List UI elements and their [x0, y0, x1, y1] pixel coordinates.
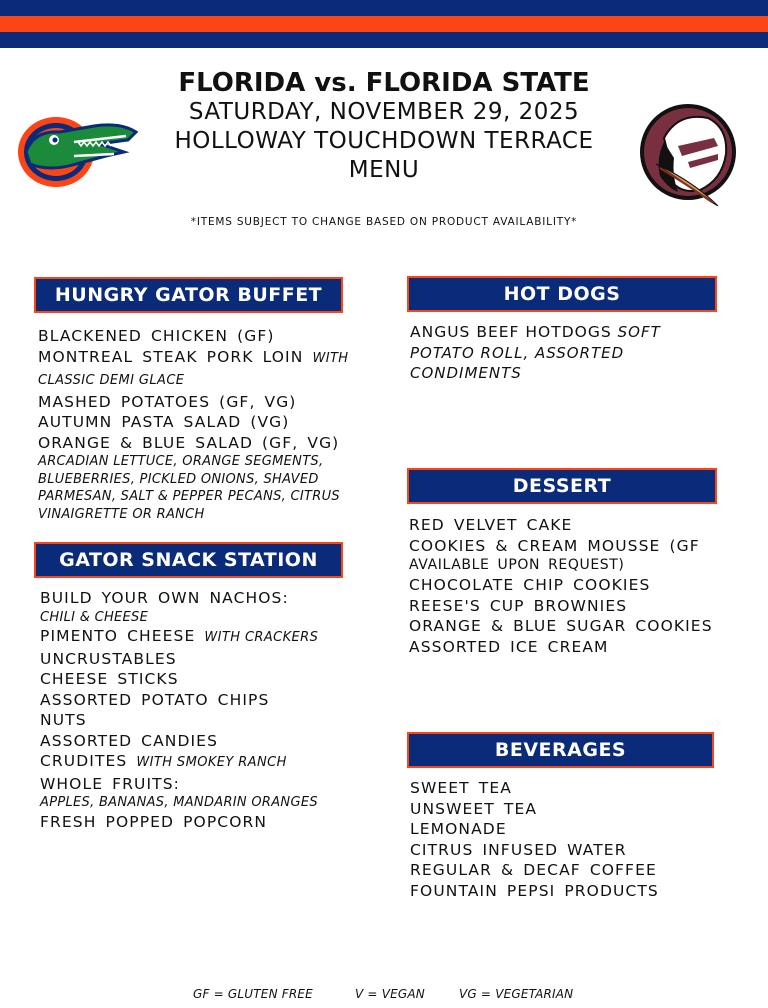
legend-vegetarian: VG = VEGETARIAN	[459, 987, 574, 1001]
snack-section-header: GATOR SNACK STATION	[34, 542, 343, 578]
beverages-list	[410, 778, 730, 901]
top-stripe-navy	[0, 0, 768, 16]
list-item: COOKIES & CREAM MOUSSE (GF	[409, 536, 700, 555]
list-item: PIMENTO CHEESE WITH CRACKERS	[40, 627, 319, 645]
event-date: SATURDAY, NOVEMBER 29, 2025	[188, 99, 580, 125]
legend-vegan: V = VEGAN	[355, 987, 425, 1001]
buffet-list	[38, 326, 393, 523]
list-item: FRESH POPPED POPCORN	[40, 812, 268, 831]
page-title: FLORIDA vs. FLORIDA STATE	[178, 68, 590, 98]
list-item: CITRUS INFUSED WATER	[410, 840, 627, 859]
item-detail: APPLES, BANANAS, MANDARIN ORANGES	[40, 795, 318, 810]
availability-note: *ITEMS SUBJECT TO CHANGE BASED ON PRODUCT AVAILABILITY*	[190, 216, 578, 228]
snack-list	[40, 588, 395, 832]
list-item: REGULAR & DECAF COFFEE	[410, 861, 657, 879]
buffet-section-header: HUNGRY GATOR BUFFET	[34, 277, 343, 313]
top-stripe-navy-lower	[0, 32, 768, 48]
list-item: AUTUMN PASTA SALAD (VG)	[38, 413, 290, 431]
list-item: RED VELVET CAKE	[409, 516, 573, 534]
list-item: CRUDITES WITH SMOKEY RANCH	[40, 752, 287, 770]
list-item: CHEESE STICKS	[40, 670, 179, 688]
event-location: HOLLOWAY TOUCHDOWN TERRACE	[174, 128, 594, 154]
dessert-section-header: DESSERT	[407, 468, 717, 504]
list-item: ASSORTED CANDIES	[40, 731, 219, 750]
list-item: WHOLE FRUITS:	[40, 774, 180, 793]
list-item: FOUNTAIN PEPSI PRODUCTS	[410, 881, 659, 900]
list-item: BUILD YOUR OWN NACHOS:	[40, 589, 289, 607]
list-item: MASHED POTATOES (GF, VG)	[38, 392, 297, 411]
dietary-legend	[0, 987, 768, 1003]
list-item: AVAILABLE UPON REQUEST)	[409, 557, 625, 573]
list-item: SWEET TEA	[410, 779, 512, 797]
beverages-section-header: BEVERAGES	[407, 732, 714, 768]
list-item: ORANGE & BLUE SUGAR COOKIES	[409, 617, 713, 635]
list-item: BLACKENED CHICKEN (GF)	[38, 327, 275, 345]
list-item: UNCRUSTABLES	[40, 649, 177, 668]
list-item: CHOCOLATE CHIP COOKIES	[409, 576, 651, 594]
list-item: MONTREAL STEAK PORK LOIN WITH CLASSIC DEMI GLACE	[38, 347, 349, 388]
hotdogs-list	[410, 322, 710, 384]
list-item: LEMONADE	[410, 820, 507, 838]
list-item: ASSORTED POTATO CHIPS	[40, 690, 270, 709]
list-item: NUTS	[40, 711, 87, 729]
list-item: ANGUS BEEF HOTDOGS SOFT POTATO ROLL, ASSORTED CONDIMENTS	[410, 323, 661, 382]
item-detail: CHILI & CHEESE	[40, 609, 149, 625]
dessert-list	[409, 515, 749, 657]
list-item: ASSORTED ICE CREAM	[409, 637, 609, 656]
legend-gluten-free: GF = GLUTEN FREE	[193, 987, 313, 1001]
list-item: UNSWEET TEA	[410, 799, 538, 818]
list-item: REESE'S CUP BROWNIES	[409, 596, 628, 615]
list-item: ORANGE & BLUE SALAD (GF, VG)	[38, 433, 340, 452]
top-stripe-orange	[0, 16, 768, 32]
salad-description: ARCADIAN LETTUCE, ORANGE SEGMENTS, BLUEBERRIES, PICKLED ONIONS, SHAVED PARMESAN, SALT & PEPPER PECANS, CITRUS VINAIGRETTE OR RANCH	[38, 454, 340, 522]
menu-heading: MENU	[348, 157, 420, 183]
hotdogs-section-header: HOT DOGS	[407, 276, 717, 312]
